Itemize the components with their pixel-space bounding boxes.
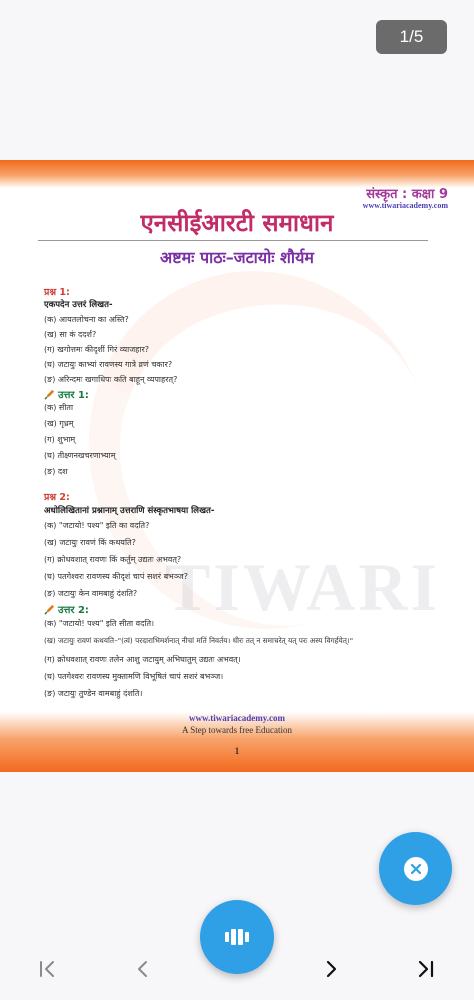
question-item: (क) आयतलोचना का अस्ति? — [44, 315, 129, 324]
question-instruction: अधोलिखितानां प्रश्नानाम् उत्तराणि संस्कृतभाषया लिखत- — [44, 506, 215, 516]
question-item: (ग) खगोत्तमः कीदृशीं गिरं व्याजहार? — [44, 345, 150, 354]
question-item: (घ) पतगेश्वरः रावणस्य कीदृशं चापं सशरं बभञ्ज? — [44, 572, 188, 581]
previous-page-button[interactable] — [128, 954, 158, 984]
answer-item: (ख) गृध्रम् — [44, 419, 74, 428]
book-mode-button[interactable] — [200, 900, 274, 974]
last-page-button[interactable] — [410, 954, 440, 984]
answer-item: (क) सीता — [44, 403, 74, 412]
question-item: (ग) क्रोधवशात् रावणः किं कर्तुम् उद्यतः अभवत्? — [44, 555, 182, 564]
answer-item: (ख) जटायुः रावणं कथयति–"(त्वं) परदाराभिमर्शनात् नीचां मतिं निवर्तय। धीरः तत् न समाचरेत् यत् परः अस्य विगर्हयेत्।" — [44, 636, 354, 645]
answer-heading — [44, 602, 89, 616]
header-website: www.tiwariacademy.com — [362, 201, 448, 210]
footer-tagline: A Step towards free Education — [182, 725, 292, 735]
watermark-text: TIWARI — [165, 549, 440, 625]
next-page-button[interactable] — [316, 954, 346, 984]
page-counter: 1/5 — [376, 20, 447, 54]
first-page-button[interactable] — [33, 954, 63, 984]
question-item: (ङ) जटायुः केन वामबाहुं दंशति? — [44, 589, 138, 598]
next-page-icon — [320, 958, 342, 980]
question-instruction: एकपदेन उत्तरं लिखत- — [44, 300, 113, 310]
pen-icon — [44, 604, 55, 615]
book-icon — [224, 927, 250, 947]
answer-item: (ग) क्रोधवशात् रावणः तलेन आशु जटायुम् अभिघातुम् उद्यतः अभवत्। — [44, 655, 241, 664]
answer-item: (घ) पतगेश्वरः रावणस्य मुक्तामणि विभूषितं चापं सशरं बभञ्ज। — [44, 672, 224, 681]
question-item: (ख) जटायुः रावणं किं कथयति? — [44, 538, 136, 547]
answer-item: (ङ) जटायुः तुण्डेन वामबाहुं दंशति। — [44, 689, 143, 698]
document-title: एनसीईआरटी समाधान — [140, 209, 334, 237]
close-button[interactable] — [379, 832, 452, 905]
header-class-label: संस्कृत : कक्षा 9 — [366, 187, 448, 202]
page-number: 1 — [234, 746, 240, 756]
answer-item: (घ) तीक्ष्णनखचरणाभ्याम् — [44, 451, 116, 460]
close-icon — [404, 857, 428, 881]
title-divider — [38, 240, 428, 241]
answer-heading — [44, 387, 89, 401]
document-page — [0, 160, 474, 772]
question-item: (ङ) अरिन्दमः खगाधिपः कति बाहून् व्यपाहरत्? — [44, 375, 178, 384]
pen-icon — [44, 389, 55, 400]
answer-item: (ङ) दश — [44, 467, 68, 476]
previous-page-icon — [132, 958, 154, 980]
answer-item: (ग) शुभाम् — [44, 435, 76, 444]
answer-heading-label: उत्तर 2: — [58, 605, 89, 616]
first-page-icon — [37, 958, 59, 980]
question-item: (क) "जटायो! पश्य" इति का वदति? — [44, 521, 150, 530]
lesson-title: अष्टमः पाठः–जटायोः शौर्यम — [160, 248, 314, 267]
last-page-icon — [414, 958, 436, 980]
question-item: (ख) सा कं ददर्श? — [44, 330, 97, 339]
question-heading: प्रश्न 1: — [44, 287, 70, 298]
question-heading: प्रश्न 2: — [44, 492, 70, 503]
viewer-top-area — [0, 0, 474, 160]
answer-item: (क) "जटायो! पश्य" इति सीता वदति। — [44, 619, 155, 628]
footer-website: www.tiwariacademy.com — [189, 713, 285, 723]
question-item: (घ) जटायुः काभ्यां रावणस्य गात्रे व्रणं चकार? — [44, 360, 173, 369]
answer-heading-label: उत्तर 1: — [58, 390, 89, 401]
